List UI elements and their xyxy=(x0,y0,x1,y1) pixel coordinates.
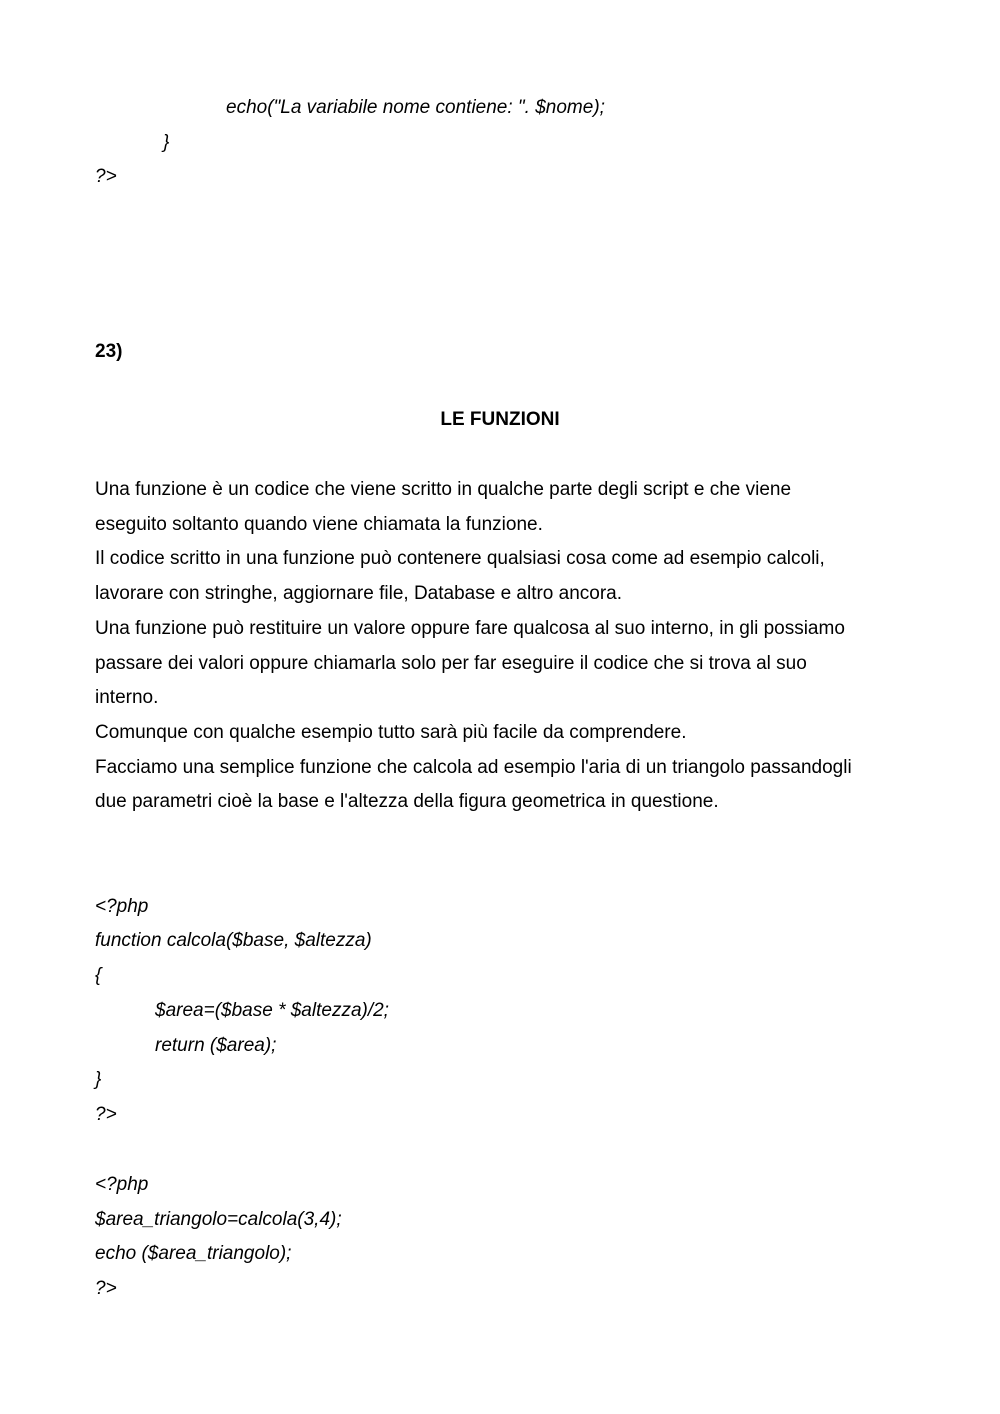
section-number: 23) xyxy=(95,341,123,362)
code-line: { xyxy=(95,965,102,986)
section-title: LE FUNZIONI xyxy=(440,409,560,430)
paragraph-line: Comunque con qualche esempio tutto sarà più facile da comprendere. xyxy=(95,722,687,743)
paragraph-line: interno. xyxy=(95,687,159,708)
paragraph-line: Il codice scritto in una funzione può contenere qualsiasi cosa come ad esempio calcoli, xyxy=(95,548,825,569)
paragraph-line: lavorare con stringhe, aggiornare file, Database e altro ancora. xyxy=(95,583,623,604)
paragraph-line: passare dei valori oppure chiamarla solo per far eseguire il codice che si trova al suo xyxy=(95,653,807,674)
code-line: ?> xyxy=(95,1278,117,1299)
paragraph-line: Una funzione può restituire un valore oppure fare qualcosa al suo interno, in gli possiamo xyxy=(95,618,845,639)
code-line: } xyxy=(163,132,170,153)
paragraph-line: due parametri cioè la base e l'altezza della figura geometrica in questione. xyxy=(95,791,719,812)
paragraph-line: eseguito soltanto quando viene chiamata la funzione. xyxy=(95,514,543,535)
code-line: $area=($base * $altezza)/2; xyxy=(155,1000,389,1021)
code-line: return ($area); xyxy=(155,1035,277,1056)
code-line: ?> xyxy=(95,1104,117,1125)
code-line: <?php xyxy=(95,1174,149,1195)
code-line: <?php xyxy=(95,896,149,917)
code-line: } xyxy=(95,1069,102,1090)
code-line: ?> xyxy=(95,166,117,187)
code-line: function calcola($base, $altezza) xyxy=(95,930,372,951)
code-line: echo("La variabile nome contiene: ". $nome); xyxy=(226,97,605,118)
paragraph-line: Facciamo una semplice funzione che calcola ad esempio l'aria di un triangolo passandogli xyxy=(95,757,852,778)
code-line: echo ($area_triangolo); xyxy=(95,1243,292,1264)
paragraph-line: Una funzione è un codice che viene scritto in qualche parte degli script e che viene xyxy=(95,479,792,500)
code-line: $area_triangolo=calcola(3,4); xyxy=(95,1209,342,1230)
